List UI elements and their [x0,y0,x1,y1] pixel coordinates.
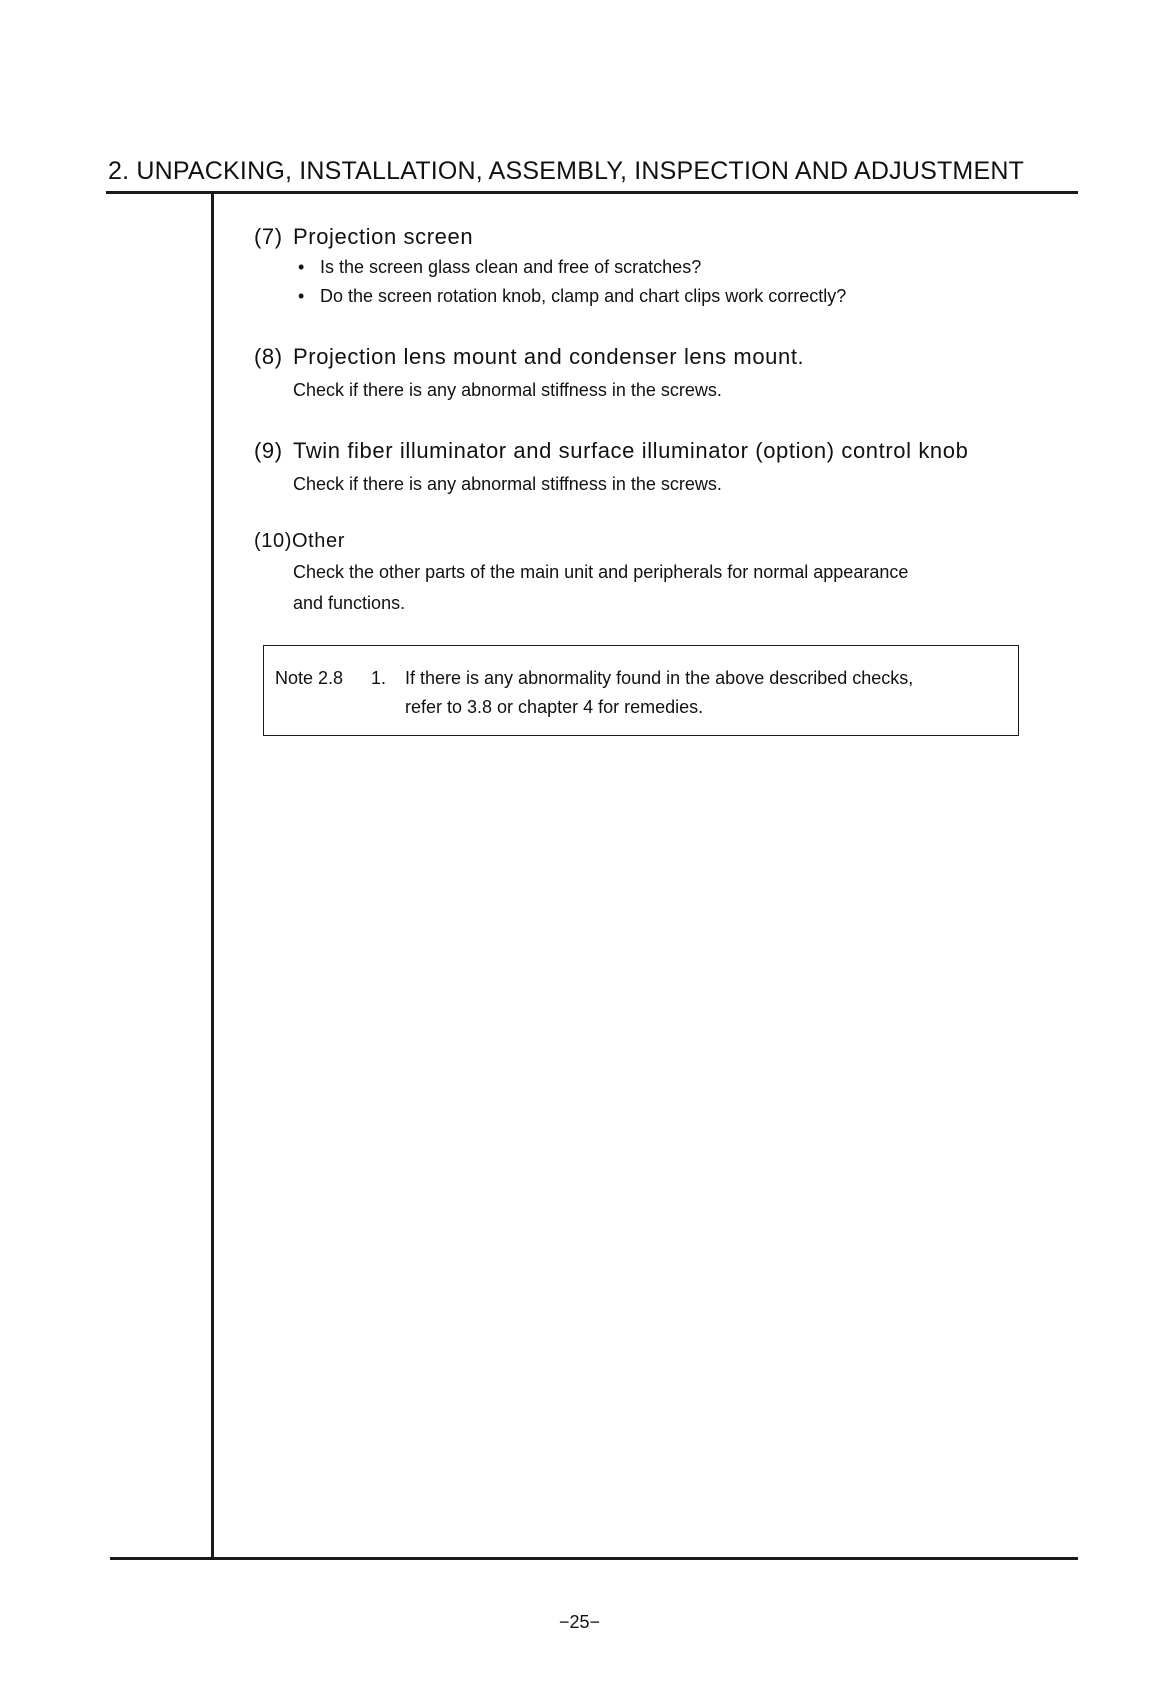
margin-rule [211,192,214,1558]
item-10-body-line-1: Check the other parts of the main unit and peripherals for normal appearance [293,562,909,582]
item-title: Projection lens mount and condenser lens mount. [293,344,805,369]
item-10-heading [254,530,345,553]
bullet-dot-icon: • [298,286,305,306]
list-item [298,257,701,278]
item-8-heading [254,344,804,370]
item-number: (7) [254,224,283,249]
item-number: (9) [254,438,283,463]
item-7-heading [254,224,473,250]
item-number: (8) [254,344,283,369]
list-item [298,286,846,307]
item-10-body-line-2: and functions. [293,593,406,613]
item-9-heading [254,438,968,464]
note-label: Note 2.8 [275,668,344,688]
bullet-text: Do the screen rotation knob, clamp and chart clips work correctly? [320,286,847,306]
chapter-title: 2. UNPACKING, INSTALLATION, ASSEMBLY, INSPECTION AND ADJUSTMENT [108,157,1025,185]
footer-rule [110,1557,1078,1560]
note-box [263,645,1019,736]
note-number: 1. [371,668,387,688]
header-rule [106,191,1078,194]
item-8-body: Check if there is any abnormal stiffness in the screws. [293,380,722,400]
note-line-1: If there is any abnormality found in the above described checks, [405,668,914,688]
item-title: Projection screen [293,224,474,249]
bullet-dot-icon: • [298,257,305,277]
item-number: (10) [254,530,292,552]
item-9-body: Check if there is any abnormal stiffness in the screws. [293,474,722,494]
note-line-2: refer to 3.8 or chapter 4 for remedies. [405,697,704,717]
item-title: Other [291,530,345,552]
page-number: −25− [558,1612,601,1632]
bullet-text: Is the screen glass clean and free of scratches? [320,257,702,277]
item-title: Twin fiber illuminator and surface illuminator (option) control knob [293,438,969,463]
